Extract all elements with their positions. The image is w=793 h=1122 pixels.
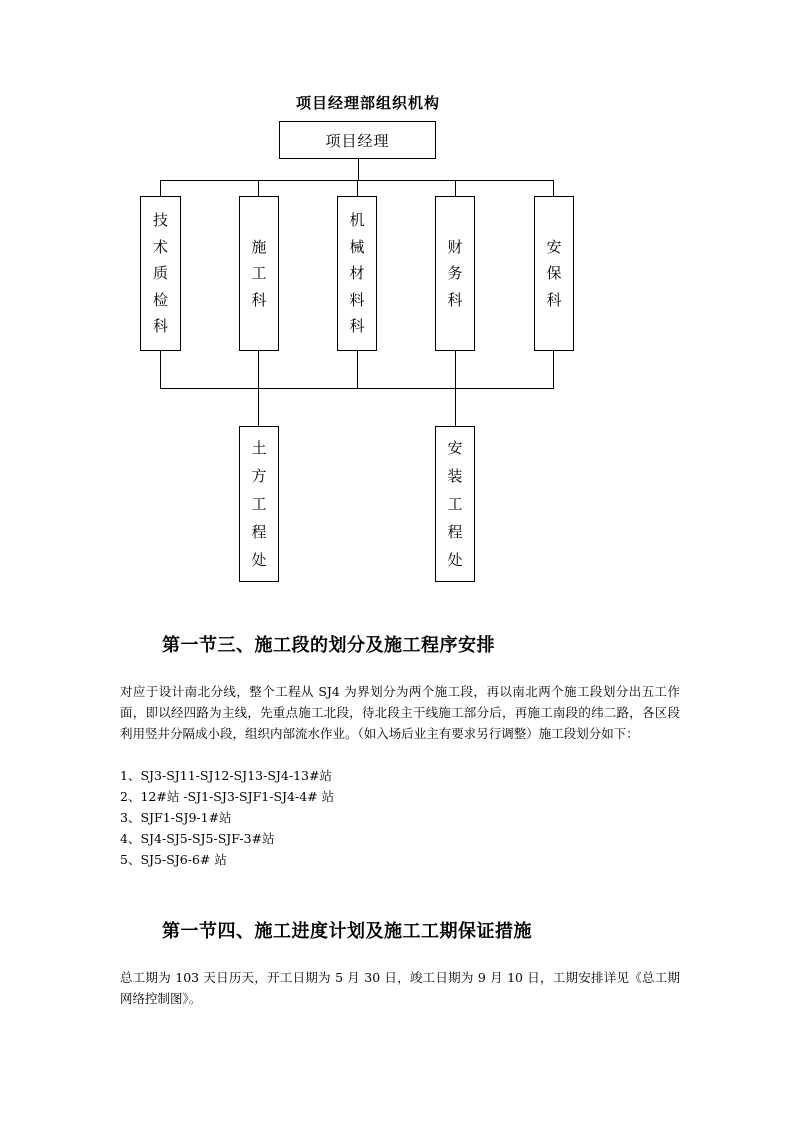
unit-box-earthwork [239, 426, 279, 582]
dept-char: 科 [152, 317, 168, 336]
dept-box-machinery-materials [337, 196, 377, 351]
section-3-heading: 第一节三、施工段的划分及施工程序安排 [162, 635, 495, 656]
connector-drop-3 [357, 180, 358, 196]
dept-char: 施 [251, 237, 267, 256]
list-item: 4、SJ4-SJ5-SJ5-SJF-3#站 [120, 831, 275, 846]
connector-drop-5 [553, 180, 554, 196]
dept-char: 机 [349, 211, 365, 230]
dept-char: 术 [152, 237, 168, 256]
dept-char: 科 [447, 290, 463, 309]
connector-bottom-bus [160, 388, 554, 389]
unit-char: 处 [251, 551, 267, 569]
section-4-heading: 第一节四、施工进度计划及施工工期保证措施 [162, 921, 532, 942]
dept-char: 料 [349, 290, 365, 309]
connector-drop-4 [455, 180, 456, 196]
list-item: 3、SJF1-SJ9-1#站 [120, 810, 232, 825]
connector-manager-down [358, 159, 359, 181]
dept-char: 财 [447, 237, 463, 256]
dept-char: 质 [152, 264, 168, 283]
dept-char: 检 [152, 290, 168, 309]
unit-char: 装 [447, 467, 463, 485]
unit-char: 工 [447, 495, 463, 513]
dept-box-finance [435, 196, 475, 351]
connector-drop-2 [258, 180, 259, 196]
list-item: 2、12#站 -SJ1-SJ3-SJF1-SJ4-4# 站 [120, 789, 335, 804]
dept-char: 械 [349, 237, 365, 256]
section-3-list [120, 765, 334, 870]
unit-char: 土 [251, 439, 267, 457]
project-manager-label: 项目经理 [325, 131, 390, 150]
dept-char: 工 [251, 264, 267, 283]
dept-box-security [534, 196, 574, 351]
project-manager-box [279, 121, 436, 159]
dept-char: 保 [546, 264, 562, 283]
connector-drop-1 [160, 180, 161, 196]
section-3-paragraph: 对应于设计南北分线，整个工程从 SJ4 为界划分为两个施工段，再以南北两个施工段划分出五工作面，即以经四路为主线，先重点施工北段，待北段主干线施工部分后，再施工南段的纬二路，各区段利用竖井分隔成小段，组织内部流水作业。（如入场后业主有要求另行调整）施工段划分如下： [120, 684, 680, 741]
org-chart-title: 项目经理部组织机构 [295, 94, 440, 112]
list-item: 5、SJ5-SJ6-6# 站 [120, 852, 227, 867]
dept-char: 科 [349, 317, 365, 336]
unit-char: 程 [447, 523, 463, 541]
dept-char: 科 [546, 290, 562, 309]
dept-char: 材 [349, 264, 365, 283]
connector-rise-1 [160, 350, 161, 388]
unit-char: 工 [251, 495, 267, 513]
unit-box-installation [435, 426, 475, 582]
connector-rise-3 [357, 350, 358, 388]
unit-char: 安 [447, 439, 463, 457]
unit-char: 程 [251, 523, 267, 541]
section-4-paragraph: 总工期为 103 天日历天，开工日期为 5 月 30 日，竣工日期为 9 月 10 日，工期安排详见《总工期网络控制图》。 [120, 970, 680, 1006]
dept-char: 技 [152, 211, 168, 230]
dept-char: 科 [251, 290, 267, 309]
dept-char: 务 [447, 264, 463, 283]
unit-char: 处 [447, 551, 463, 569]
unit-char: 方 [251, 467, 267, 485]
connector-rise-5 [553, 350, 554, 388]
list-item: 1、SJ3-SJ11-SJ12-SJ13-SJ4-13#站 [120, 768, 332, 783]
dept-box-construction [239, 196, 279, 351]
dept-char: 安 [546, 237, 562, 256]
dept-box-tech-quality [140, 196, 181, 351]
